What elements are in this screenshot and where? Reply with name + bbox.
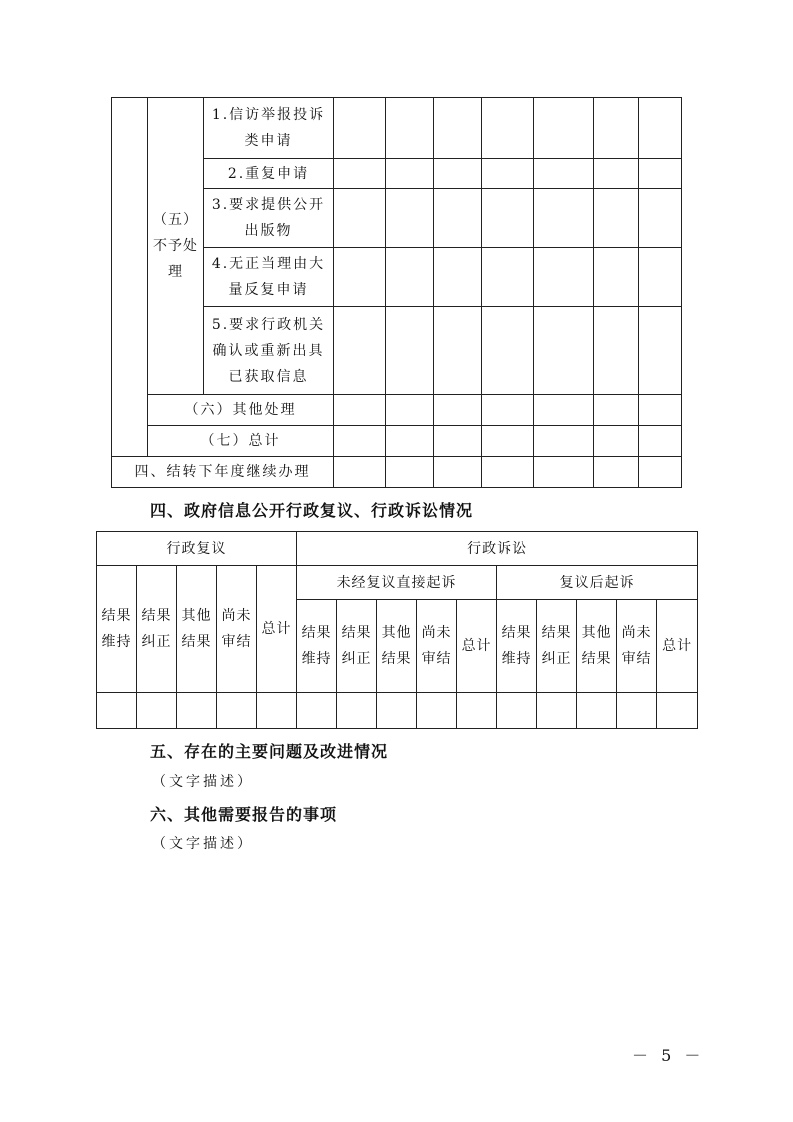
empty-cell (657, 693, 698, 729)
empty-cell (639, 426, 682, 457)
item-label: 2.重复申请 (204, 159, 334, 189)
empty-cell (639, 248, 682, 307)
empty-cell (434, 395, 482, 426)
empty-cell (334, 426, 386, 457)
empty-cell (594, 457, 639, 488)
group-5-label: （五）不予处理 (148, 98, 204, 395)
empty-cell (434, 248, 482, 307)
empty-cell (534, 248, 594, 307)
litigation-subcolumn: 尚未审结 (617, 600, 657, 693)
empty-cell (337, 693, 377, 729)
review-subcolumn: 总计 (257, 566, 297, 693)
litigation-subcolumn: 其他结果 (377, 600, 417, 693)
empty-cell (639, 307, 682, 395)
empty-cell (334, 189, 386, 248)
empty-cell (386, 189, 434, 248)
empty-cell (217, 693, 257, 729)
empty-cell (137, 693, 177, 729)
litigation-subcolumn: 其他结果 (577, 600, 617, 693)
direct-suit-header: 未经复议直接起诉 (297, 566, 497, 600)
empty-cell (534, 395, 594, 426)
empty-cell (482, 426, 534, 457)
empty-cell (386, 307, 434, 395)
page-number: － 5 － (632, 1046, 705, 1065)
litigation-subcolumn: 结果维持 (497, 600, 537, 693)
item-label: 5.要求行政机关确认或重新出具已获取信息 (204, 307, 334, 395)
empty-cell (577, 693, 617, 729)
empty-cell (594, 159, 639, 189)
empty-cell (497, 693, 537, 729)
empty-cell (537, 693, 577, 729)
litigation-subcolumn: 结果维持 (297, 600, 337, 693)
row6-label: （六）其他处理 (148, 395, 334, 426)
empty-cell (457, 693, 497, 729)
empty-cell (482, 307, 534, 395)
empty-cell (334, 307, 386, 395)
empty-cell (639, 159, 682, 189)
litigation-subcolumn: 结果纠正 (537, 600, 577, 693)
empty-cell (334, 159, 386, 189)
empty-cell (482, 395, 534, 426)
empty-cell (434, 98, 482, 159)
item-label: 3.要求提供公开出版物 (204, 189, 334, 248)
empty-cell (434, 159, 482, 189)
empty-cell (534, 457, 594, 488)
empty-cell (386, 159, 434, 189)
empty-cell (386, 395, 434, 426)
litigation-subcolumn: 结果纠正 (337, 600, 377, 693)
empty-cell (177, 693, 217, 729)
empty-cell (434, 307, 482, 395)
empty-cell (386, 426, 434, 457)
empty-cell (434, 189, 482, 248)
empty-cell (434, 426, 482, 457)
review-header: 行政复议 (97, 532, 297, 566)
item-label: 1.信访举报投诉类申请 (204, 98, 334, 159)
empty-cell (482, 457, 534, 488)
empty-cell (482, 159, 534, 189)
section-6-heading: 六、其他需要报告的事项 (150, 805, 338, 824)
empty-cell (534, 426, 594, 457)
empty-cell (594, 189, 639, 248)
empty-cell (482, 189, 534, 248)
empty-cell (594, 426, 639, 457)
empty-cell (534, 189, 594, 248)
empty-cell (594, 248, 639, 307)
empty-cell (297, 693, 337, 729)
empty-cell (386, 98, 434, 159)
after-review-header: 复议后起诉 (497, 566, 698, 600)
empty-cell (386, 457, 434, 488)
empty-cell (534, 159, 594, 189)
empty-cell (334, 395, 386, 426)
empty-cell (334, 248, 386, 307)
empty-cell (334, 457, 386, 488)
litigation-header: 行政诉讼 (297, 532, 698, 566)
review-litigation-table (96, 531, 698, 729)
table-row (112, 457, 682, 488)
section-4-heading: 四、政府信息公开行政复议、行政诉讼情况 (150, 501, 474, 520)
review-subcolumn: 尚未审结 (217, 566, 257, 693)
litigation-subcolumn: 总计 (457, 600, 497, 693)
empty-cell (639, 395, 682, 426)
empty-cell (482, 248, 534, 307)
statistics-table-continued (111, 97, 682, 488)
empty-cell (386, 248, 434, 307)
empty-cell (482, 98, 534, 159)
empty-cell (334, 98, 386, 159)
empty-cell (617, 693, 657, 729)
empty-cell (639, 457, 682, 488)
empty-cell (417, 693, 457, 729)
item-label: 4.无正当理由大量反复申请 (204, 248, 334, 307)
table-row (112, 98, 682, 159)
litigation-subcolumn: 总计 (657, 600, 698, 693)
category-cell (112, 98, 148, 457)
empty-cell (377, 693, 417, 729)
section-5-heading: 五、存在的主要问题及改进情况 (150, 742, 389, 761)
empty-cell (639, 98, 682, 159)
empty-cell (534, 307, 594, 395)
empty-cell (594, 307, 639, 395)
table-row (112, 426, 682, 457)
empty-cell (434, 457, 482, 488)
empty-cell (534, 98, 594, 159)
table-row (112, 395, 682, 426)
litigation-subcolumn: 尚未审结 (417, 600, 457, 693)
empty-cell (97, 693, 137, 729)
review-subcolumn: 结果纠正 (137, 566, 177, 693)
empty-cell (257, 693, 297, 729)
empty-cell (594, 98, 639, 159)
section-5-body: （文字描述） (152, 774, 254, 790)
row7-label: （七）总计 (148, 426, 334, 457)
empty-cell (639, 189, 682, 248)
review-subcolumn: 其他结果 (177, 566, 217, 693)
row-carryover-label: 四、结转下年度继续办理 (112, 457, 334, 488)
review-subcolumn: 结果维持 (97, 566, 137, 693)
section-6-body: （文字描述） (152, 836, 254, 852)
empty-cell (594, 395, 639, 426)
